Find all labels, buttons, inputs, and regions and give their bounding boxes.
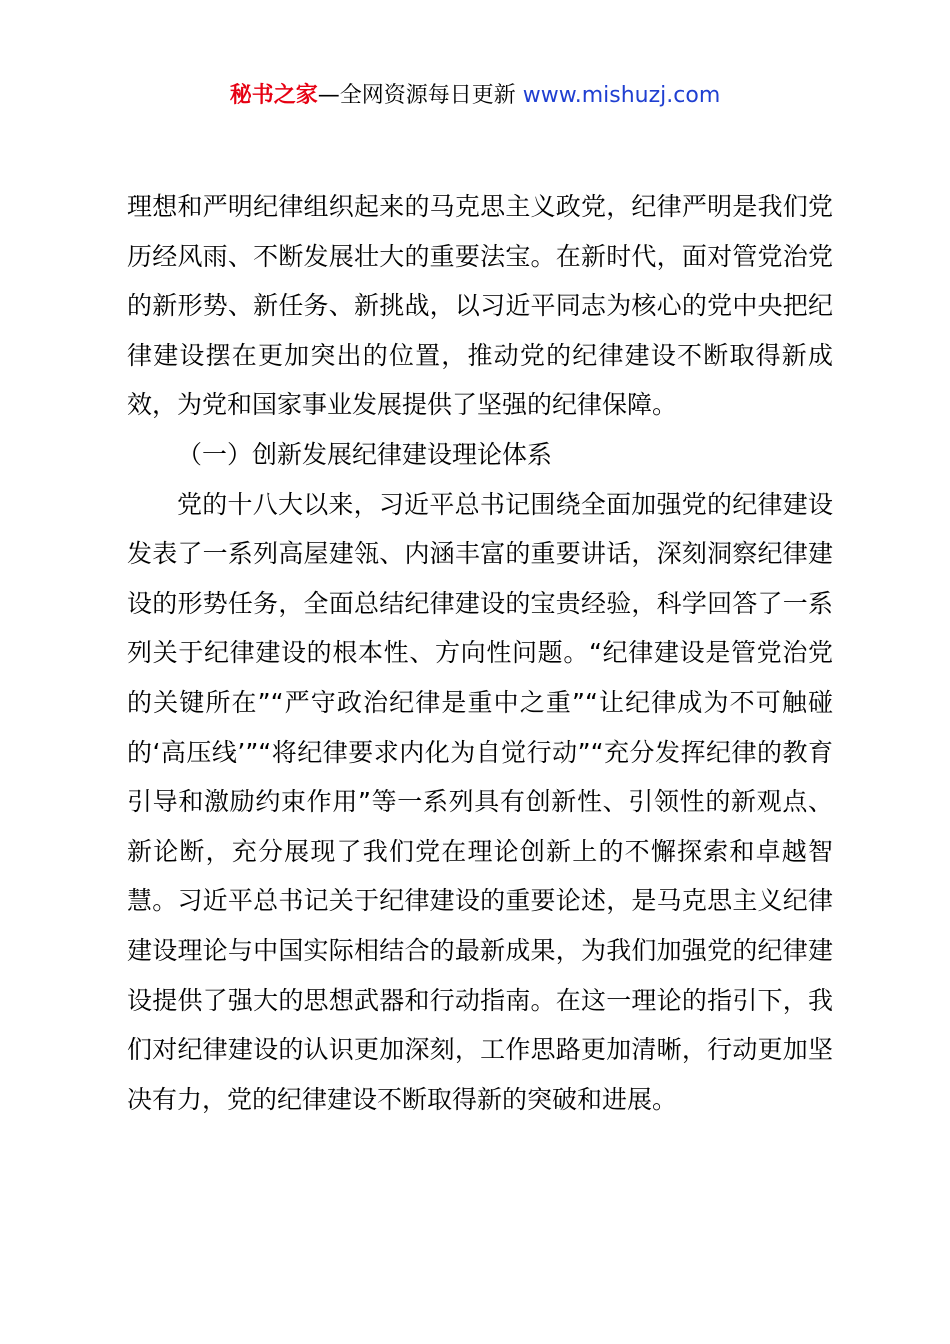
page-header — [0, 80, 950, 112]
document-body — [127, 182, 833, 1124]
paragraph: 党的十八大以来，习近平总书记围绕全面加强党的纪律建设发表了一系列高屋建瓴、内涵丰富的重要讲话，深刻洞察纪律建设的形势任务，全面总结纪律建设的宝贵经验，科学回答了一系列关于纪律建设的根本性、方向性问题。“纪律建设是管党治党的关键所在”“严守政治纪律是重中之重”“让纪律成为不可触碰的‘高压线’”“将纪律要求内化为自觉行动”“充分发挥纪律的教育引导和激励约束作用”等一系列具有创新性、引领性的新观点、新论断，充分展现了我们党在理论创新上的不懈探索和卓越智慧。习近平总书记关于纪律建设的重要论述，是马克思主义纪律建设理论与中国实际相结合的最新成果，为我们加强党的纪律建设提供了强大的思想武器和行动指南。在这一理论的指引下，我们对纪律建设的认识更加深刻，工作思路更加清晰，行动更加坚决有力，党的纪律建设不断取得新的突破和进展。 — [127, 489, 833, 1114]
paragraph-continued: 理想和严明纪律组织起来的马克思主义政党，纪律严明是我们党历经风雨、不断发展壮大的重要法宝。在新时代，面对管党治党的新形势、新任务、新挑战，以习近平同志为核心的党中央把纪律建设摆在更加突出的位置，推动党的纪律建设不断取得新成效，为党和国家事业发展提供了坚强的纪律保障。 — [127, 192, 833, 420]
header-tagline: —全网资源每日更新 — [317, 83, 523, 108]
section-heading: （一）创新发展纪律建设理论体系 — [177, 439, 553, 469]
brand-name: 秘书之家 — [229, 83, 318, 108]
website-url[interactable]: www.mishuzj.com — [522, 83, 721, 108]
